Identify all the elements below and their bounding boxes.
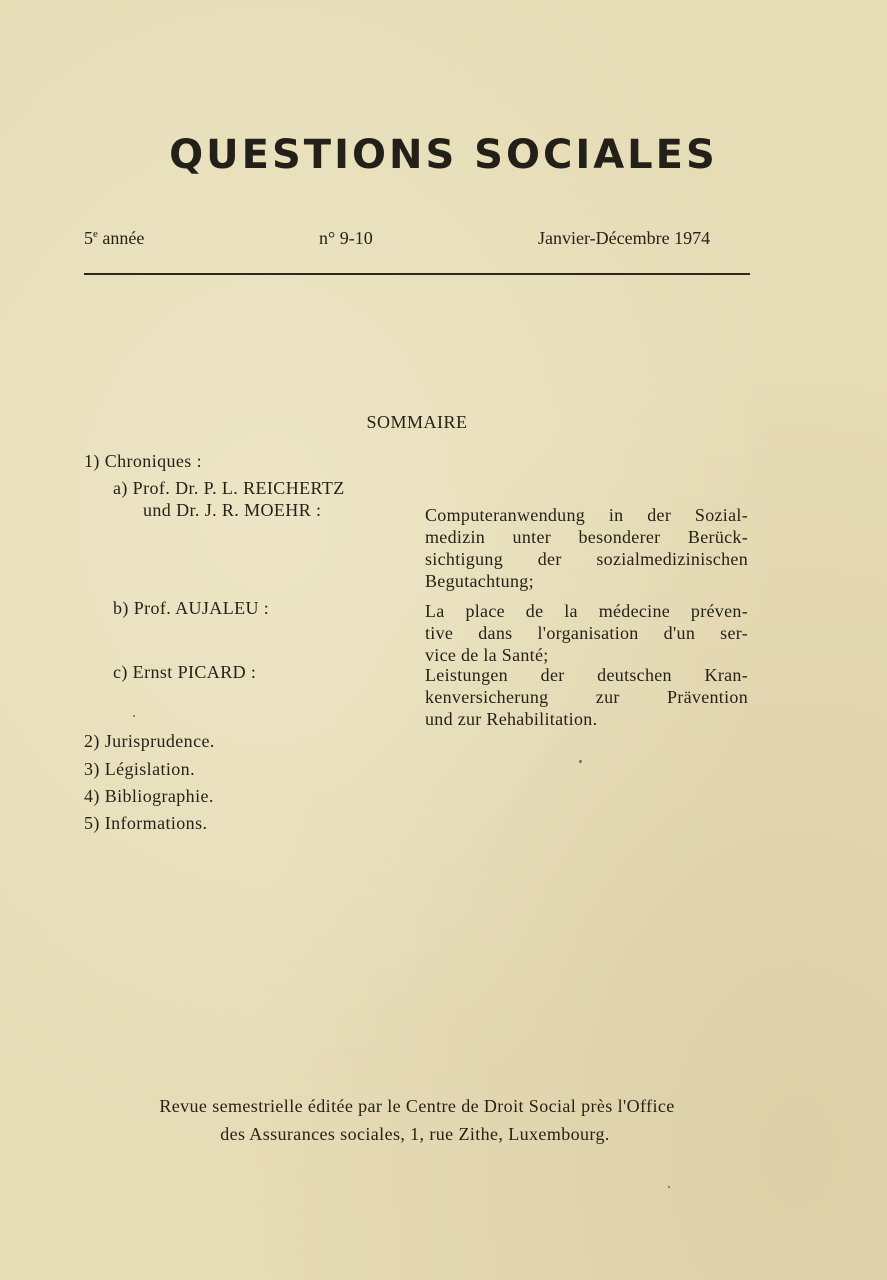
journal-date: Janvier-Décembre 1974 <box>538 228 711 248</box>
chronique-b-desc-line-3: vice de la Santé; <box>425 645 549 665</box>
publisher-line-1: Revue semestrielle éditée par le Centre de Droit Social près l'Office <box>159 1096 675 1116</box>
toc-item-informations: 5) Informations. <box>84 813 208 833</box>
chronique-a-author-line-1: a) Prof. Dr. P. L. REICHERTZ <box>113 478 345 498</box>
chronique-b-desc-line-1: La place de la médecine préven- <box>425 601 748 621</box>
toc-item-jurisprudence: 2) Jurisprudence. <box>84 731 215 751</box>
chronique-a-desc-line-2: medizin unter besonderer Berück- <box>425 527 748 547</box>
chronique-a-desc-line-4: Begutachtung; <box>425 571 534 591</box>
paper-speck <box>668 1186 670 1188</box>
toc-item-legislation: 3) Législation. <box>84 759 195 779</box>
journal-number: n° 9-10 <box>319 228 373 248</box>
journal-title: QUESTIONS SOCIALES <box>169 132 718 178</box>
chronique-c-desc-line-3: und zur Rehabilitation. <box>425 709 598 729</box>
chronique-c-description <box>425 664 748 730</box>
chronique-b-author: b) Prof. AUJALEU : <box>113 598 270 618</box>
header-rule <box>84 273 750 275</box>
chronique-b-description <box>425 600 748 666</box>
toc-item-chroniques: 1) Chroniques : <box>84 451 202 471</box>
chronique-a-description <box>425 504 748 592</box>
chronique-a-desc-line-3: sichtigung der sozialmedizinischen <box>425 549 748 569</box>
chronique-b-desc-line-2: tive dans l'organisation d'un ser- <box>425 623 748 643</box>
chronique-a-desc-line-1: Computeranwendung in der Sozial- <box>425 505 748 525</box>
chronique-c-desc-line-2: kenversicherung zur Prävention <box>425 687 748 707</box>
paper-speck <box>579 760 582 763</box>
sommaire-heading: SOMMAIRE <box>366 412 468 432</box>
journal-year: 5e année <box>84 228 145 248</box>
chronique-c-desc-line-1: Leistungen der deutschen Kran- <box>425 665 748 685</box>
chronique-c-author: c) Ernst PICARD : <box>113 662 257 682</box>
publisher-line-2: des Assurances sociales, 1, rue Zithe, Luxembourg. <box>220 1124 610 1144</box>
toc-item-bibliographie: 4) Bibliographie. <box>84 786 214 806</box>
chronique-a-author-line-2: und Dr. J. R. MOEHR : <box>143 500 322 520</box>
paper-speck <box>133 715 135 717</box>
